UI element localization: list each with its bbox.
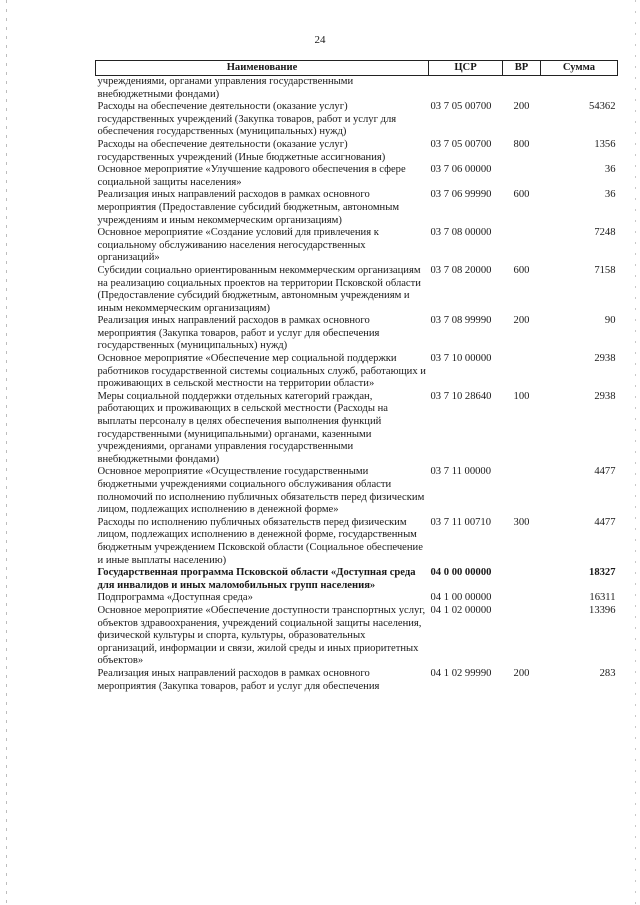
row-vr	[503, 592, 541, 605]
row-vr	[503, 567, 541, 592]
row-vr: 200	[513, 667, 530, 679]
row-sum: 2938	[594, 353, 616, 365]
row-csr: 03 7 06 99990	[430, 189, 492, 201]
row-csr: 04 1 00 00000	[430, 592, 492, 604]
row-name: Государственная программа Псковской области «Доступная среда для инвалидов и иных маломобильных групп населения»	[97, 567, 416, 591]
row-csr: 03 7 08 20000	[430, 264, 492, 276]
row-csr	[429, 76, 503, 102]
row-name: Основное мероприятие «Осуществление государственными бюджетными учреждениями социального обслуживания области полномочий по исполнению публичных обязательств перед физическим лицом, подлежащих исполнению в денежной форме»	[97, 466, 425, 516]
row-name: Основное мероприятие «Обеспечение мер социальной поддержки работников государственной системы социальных служб, работающих и проживающих в сельской местности на территории области»	[97, 353, 426, 390]
row-name: учреждениями, органами управления государственными внебюджетными фондами)	[97, 76, 354, 100]
row-sum: 54362	[589, 101, 616, 113]
row-vr	[503, 466, 541, 516]
row-name: Основное мероприятие «Создание условий для привлечения к социальному обслуживанию населения негосударственных организаций»	[97, 227, 379, 264]
header-name: Наименование	[96, 61, 429, 76]
budget-table	[95, 60, 618, 693]
row-vr	[503, 76, 541, 102]
row-vr: 600	[513, 189, 530, 201]
table-row	[96, 76, 618, 102]
row-sum: 4477	[594, 466, 616, 478]
row-name: Меры социальной поддержки отдельных категорий граждан, работающих и проживающих в сельской местности (Расходы на выплаты персоналу в целях обеспечения выполнения функций государственными (муниципальными) органами, казенными учреждениями, органами управления государственными внебюджетными фондами)	[97, 390, 388, 465]
row-vr: 100	[513, 390, 530, 402]
header-csr: ЦСР	[429, 61, 503, 76]
row-vr	[503, 164, 541, 189]
row-name: Расходы на обеспечение деятельности (оказание услуг) государственных учреждений (Иные бюджетные ассигнования)	[97, 138, 386, 163]
row-csr: 03 7 05 00700	[430, 138, 492, 150]
row-vr: 300	[513, 516, 530, 528]
row-sum: 13396	[589, 604, 616, 616]
row-sum: 4477	[594, 516, 616, 528]
row-sum: 18327	[589, 567, 616, 579]
row-name: Реализация иных направлений расходов в рамках основного мероприятия (Закупка товаров, работ и услуг для обеспечения государственных (муниципальных) нужд)	[97, 315, 380, 352]
row-name: Реализация иных направлений расходов в рамках основного мероприятия (Предоставление субсидий бюджетным, автономным учреждениям и иным некоммерческим организациям)	[97, 189, 400, 226]
row-name: Основное мероприятие «Обеспечение доступности транспортных услуг, объектов здравоохранения, учреждений социальной защиты населения, физической культуры и спорта, культуры, образовательных организаций, информации и связи, жилой среды и иных приоритетных объектов»	[97, 604, 426, 667]
row-vr: 200	[513, 315, 530, 327]
row-vr: 800	[513, 138, 530, 150]
row-sum: 7248	[594, 227, 616, 239]
table-row	[96, 139, 618, 164]
row-name: Реализация иных направлений расходов в рамках основного мероприятия (Закупка товаров, работ и услуг для обеспечения	[97, 667, 380, 692]
table-row	[96, 164, 618, 189]
table-row	[96, 567, 618, 592]
row-sum: 90	[604, 315, 616, 327]
row-name: Расходы на обеспечение деятельности (оказание услуг) государственных учреждений (Закупка товаров, работ и услуг для обеспечения государственных (муниципальных) нужд)	[97, 101, 397, 138]
row-vr	[503, 605, 541, 668]
row-csr: 03 7 10 00000	[430, 353, 492, 365]
header-vr: ВР	[503, 61, 541, 76]
scan-edge-right	[635, 0, 636, 905]
row-sum: 7158	[594, 264, 616, 276]
table-row	[96, 265, 618, 315]
row-name: Основное мероприятие «Улучшение кадрового обеспечения в сфере социальной защиты населения»	[97, 164, 406, 188]
row-vr	[503, 227, 541, 265]
table-row	[96, 592, 618, 605]
table-row	[96, 605, 618, 668]
table-row	[96, 227, 618, 265]
table-header	[96, 61, 618, 76]
page-number: 24	[314, 34, 326, 46]
row-vr: 200	[513, 101, 530, 113]
table-row	[96, 189, 618, 227]
row-csr: 04 0 00 00000	[430, 567, 492, 579]
table-row	[96, 668, 618, 693]
row-csr: 04 1 02 99990	[430, 667, 492, 679]
row-csr: 03 7 10 28640	[430, 390, 492, 402]
row-name: Субсидии социально ориентированным некоммерческим организациям на реализацию социальных проектов на территории Псковской области (Предоставление субсидий бюджетным, автономным учреждениям и иным некоммерческим организациям)	[97, 264, 421, 314]
row-sum: 1356	[594, 138, 616, 150]
row-csr: 03 7 05 00700	[430, 101, 492, 113]
row-name: Расходы по исполнению публичных обязательств перед физическим лицом, подлежащих исполнению в денежной форме, государственным бюджетным учреждением Псковской области (Социальное обеспечение и иные выплаты населению)	[97, 516, 423, 566]
table-row	[96, 391, 618, 467]
row-csr: 03 7 06 00000	[430, 164, 492, 176]
row-sum: 36	[604, 164, 616, 176]
table-row	[96, 315, 618, 353]
row-vr: 600	[513, 264, 530, 276]
row-sum: 2938	[594, 390, 616, 402]
row-name: Подпрограмма «Доступная среда»	[97, 592, 253, 604]
row-csr: 03 7 11 00000	[430, 466, 492, 478]
row-vr	[503, 353, 541, 391]
row-sum: 36	[604, 189, 616, 201]
row-sum: 283	[599, 667, 616, 679]
scan-edge-left	[6, 0, 7, 905]
row-csr: 03 7 11 00710	[430, 516, 492, 528]
row-csr: 03 7 08 00000	[430, 227, 492, 239]
table-body	[96, 76, 618, 694]
table-row	[96, 466, 618, 516]
row-sum	[541, 76, 618, 102]
table-row	[96, 101, 618, 139]
table-row	[96, 517, 618, 567]
table-row	[96, 353, 618, 391]
row-csr: 03 7 08 99990	[430, 315, 492, 327]
header-sum: Сумма	[541, 61, 618, 76]
row-csr: 04 1 02 00000	[430, 604, 492, 616]
row-sum: 16311	[589, 592, 616, 604]
